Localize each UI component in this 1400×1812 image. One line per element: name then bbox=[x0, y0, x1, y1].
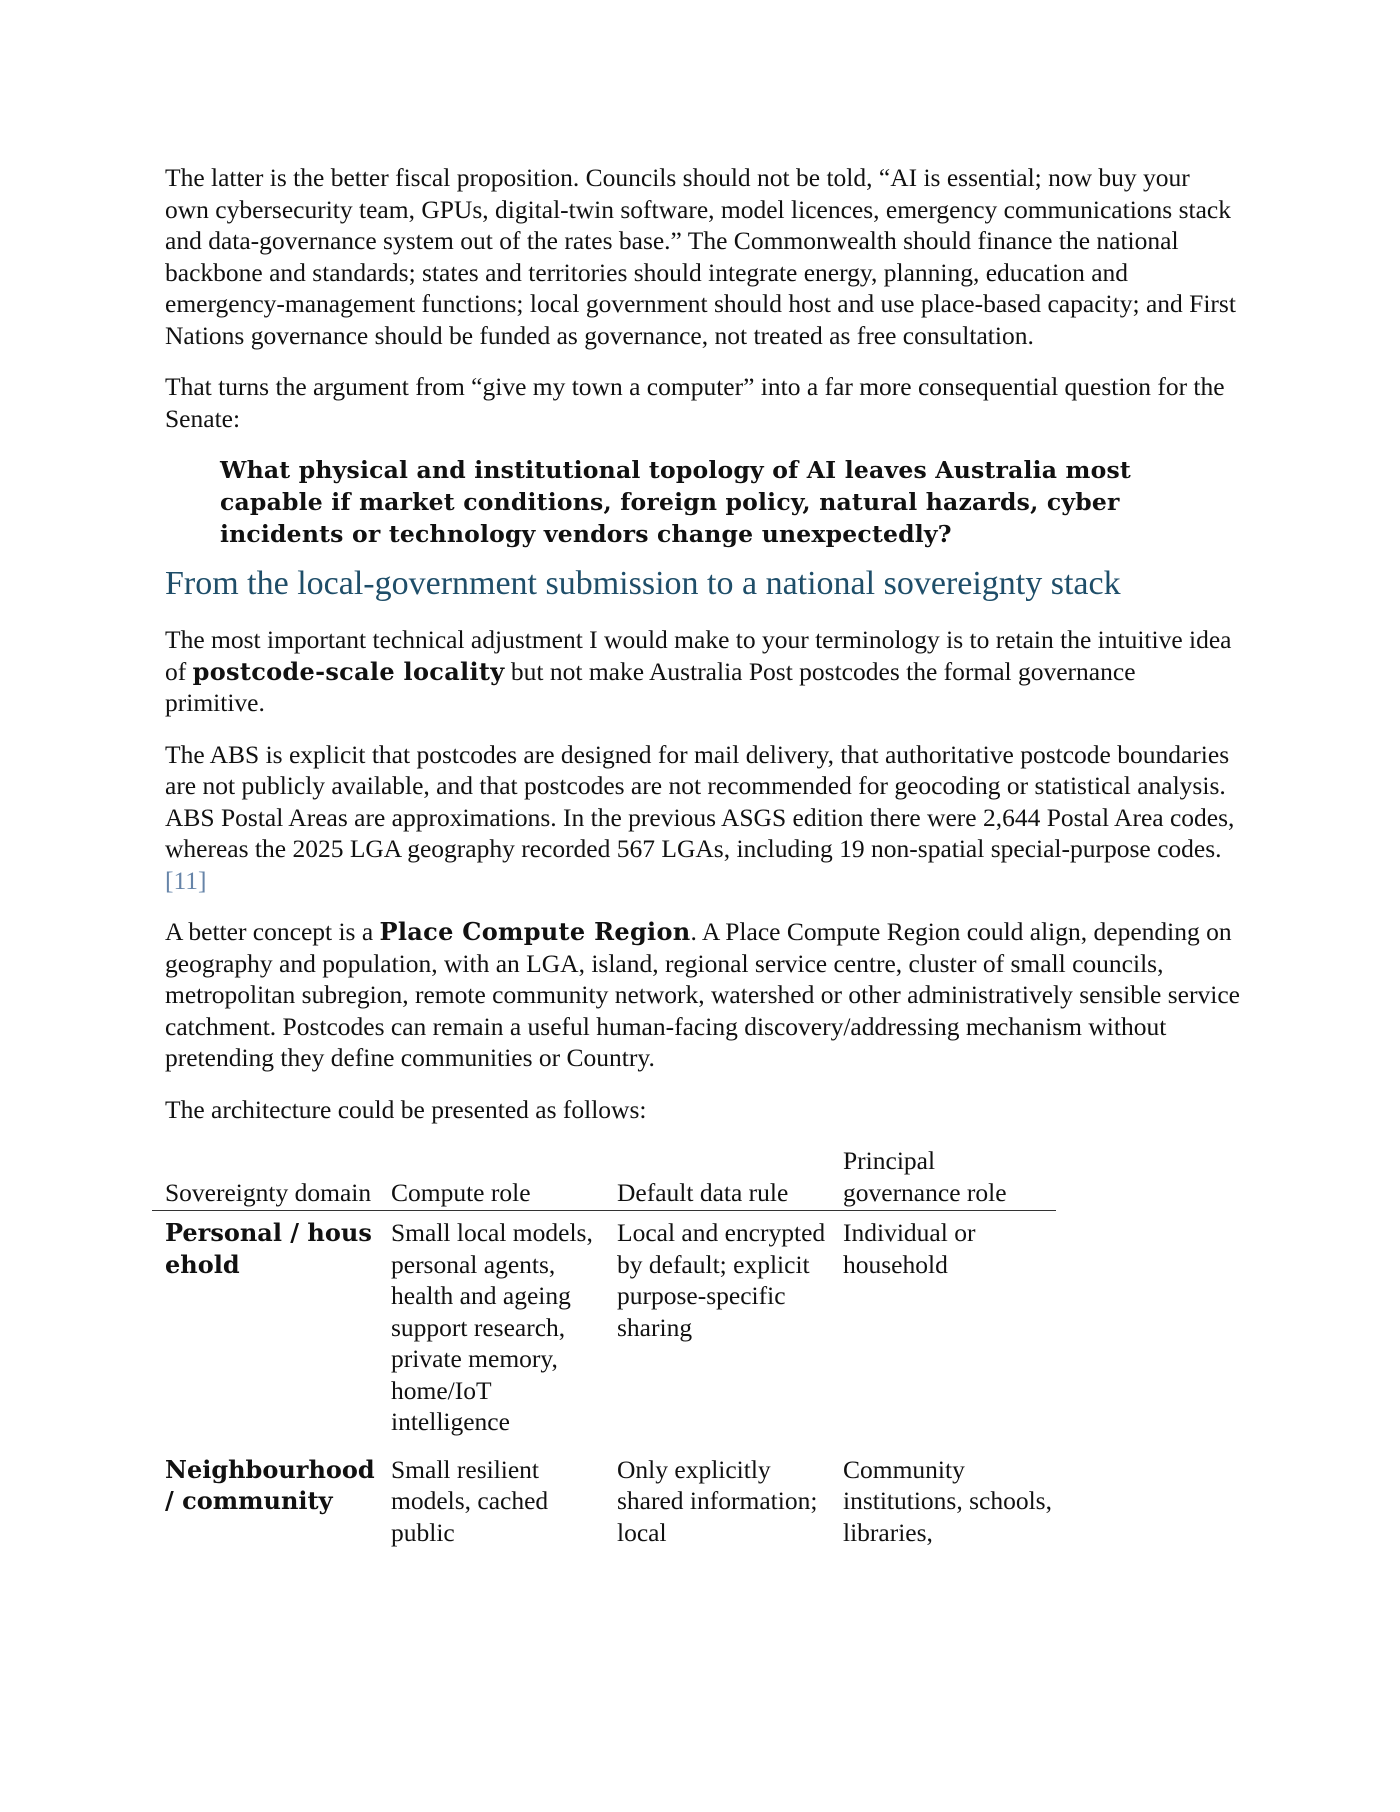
key-question-quote: What physical and institutional topology of AI leaves Australia most capable if market conditions, foreign policy, natural hazards, cyber incidents or technology vendors change unexpectedly? bbox=[220, 456, 1131, 548]
paragraph-terminology bbox=[165, 624, 1240, 719]
header-compute-role: Compute role bbox=[378, 1145, 604, 1211]
paragraph-abs-postcodes-text: The ABS is explicit that postcodes are designed for mail delivery, that authoritative postcode boundaries are not publicly available, and that postcodes are not recommended for geocoding or statistical analysis. ABS Postal Areas are approximations. In the previous ASGS edition there were 2,644 Postal Area codes, whereas the 2025 LGA geography recorded 567 LGAs, including 19 non-spatial special-purpose codes. bbox=[165, 739, 1235, 863]
table-row bbox=[152, 1448, 1056, 1559]
cell-data-rule: Only explicitly shared information; local bbox=[617, 1454, 818, 1547]
paragraph-fiscal-proposition: The latter is the better fiscal proposition. Councils should not be told, “AI is essential; now buy your own cybersecurity team, GPUs, digital-twin software, model licences, emergency communications stack and data-governance system out of the rates base.” The Commonwealth should finance the national backbone and standards; states and territories should integrate energy, planning, education and emergency-management functions; local government should host and use place-based capacity; and First Nations governance should be funded as governance, not treated as free consultation. bbox=[165, 163, 1236, 350]
paragraph-architecture-intro: The architecture could be presented as follows: bbox=[165, 1094, 647, 1124]
paragraph-place-compute-region bbox=[165, 916, 1240, 1074]
paragraph-terminology-text-1: The most important technical adjustment I would make to your terminology is to retain the intuitive idea of bbox=[165, 625, 1232, 686]
header-sovereignty-domain: Sovereignty domain bbox=[152, 1145, 378, 1211]
table-header-row bbox=[152, 1145, 1056, 1211]
paragraph-abs-postcodes bbox=[165, 739, 1240, 897]
architecture-table bbox=[152, 1145, 1056, 1558]
cell-compute-role: Small resilient models, cached public bbox=[391, 1454, 549, 1547]
cell-domain: Neighbourhood / community bbox=[165, 1454, 375, 1515]
section-heading: From the local-government submission to a national sovereignty stack bbox=[165, 565, 1121, 602]
cell-domain: Personal / household bbox=[165, 1218, 372, 1279]
term-postcode-scale-locality: postcode-scale locality bbox=[192, 656, 505, 686]
paragraph-terminology-text-2: but not make Australia Post postcodes the formal governance primitive. bbox=[165, 656, 1136, 717]
cell-governance-role: Individual or household bbox=[843, 1218, 976, 1279]
paragraph-pcr-text-2: . A Place Compute Region could align, depending on geography and population, with an LGA, island, regional service centre, cluster of small councils, metropolitan subregion, remote community network, watershed or other administratively sensible service catchment. Postcodes can remain a useful human-facing discovery/addressing mechanism without pretending they define communities or Country. bbox=[165, 917, 1240, 1072]
term-place-compute-region: Place Compute Region bbox=[379, 917, 691, 946]
cell-compute-role: Small local models, personal agents, health and ageing support research, private memory, home/IoT intelligence bbox=[391, 1218, 593, 1436]
header-default-data-rule: Default data rule bbox=[604, 1145, 830, 1211]
table-row bbox=[152, 1211, 1056, 1448]
citation-link[interactable]: [11] bbox=[165, 865, 207, 895]
paragraph-senate-question: That turns the argument from “give my town a computer” into a far more consequential question for the Senate: bbox=[165, 372, 1225, 433]
paragraph-pcr-text-1: A better concept is a bbox=[165, 917, 380, 946]
cell-governance-role: Community institutions, schools, libraries, bbox=[843, 1454, 1052, 1547]
header-governance-role: Principal governance role bbox=[830, 1145, 1056, 1211]
cell-data-rule: Local and encrypted by default; explicit purpose-specific sharing bbox=[617, 1218, 826, 1342]
